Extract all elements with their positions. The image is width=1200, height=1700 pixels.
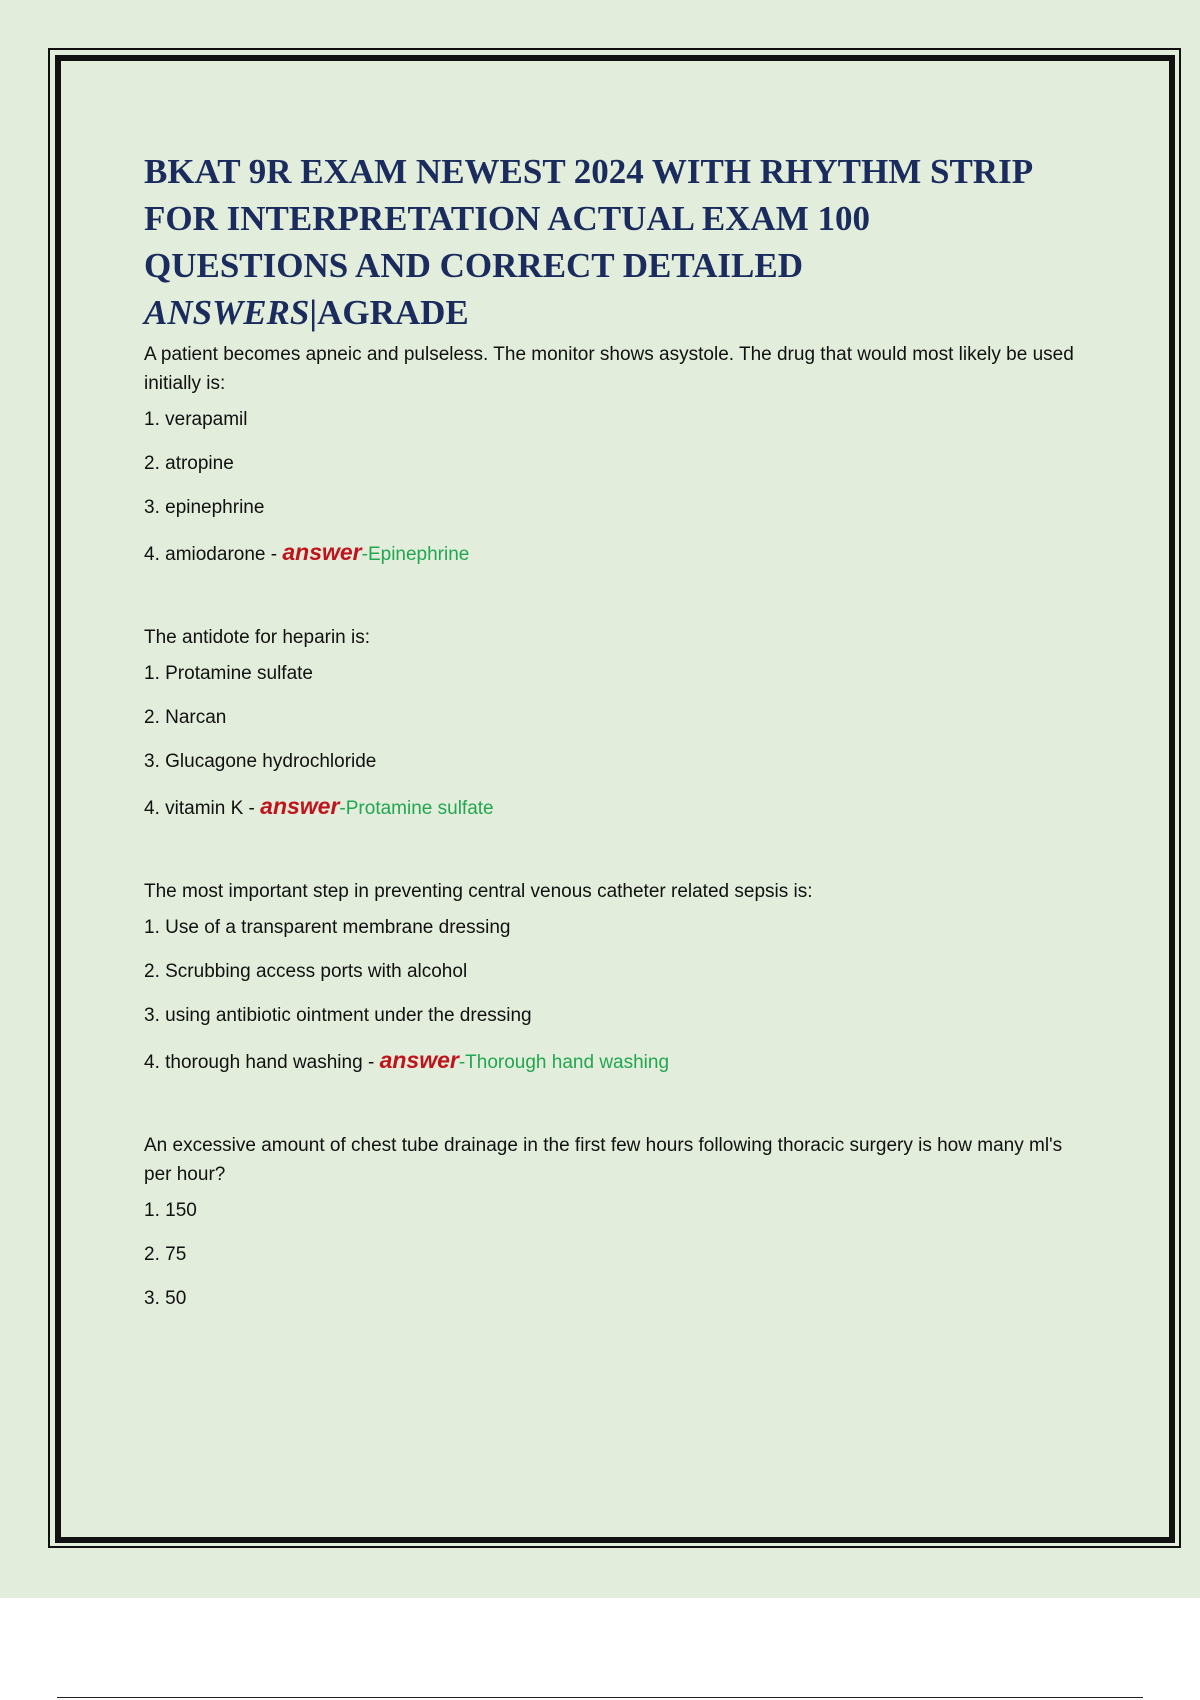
option-item: 1. Use of a transparent membrane dressing bbox=[144, 917, 511, 938]
question-block bbox=[144, 1131, 1089, 1311]
question-block bbox=[144, 340, 1089, 567]
answer-label: answer bbox=[282, 539, 362, 565]
document-title bbox=[144, 148, 1089, 336]
answer-text: -Epinephrine bbox=[361, 544, 470, 565]
title-line-1: BKAT 9R EXAM NEWEST 2024 WITH RHYTHM STRIP bbox=[144, 152, 1034, 191]
title-line-2: FOR INTERPRETATION ACTUAL EXAM 100 bbox=[144, 199, 870, 238]
question-text: The most important step in preventing central venous catheter related sepsis is: bbox=[144, 881, 813, 902]
option-item: 2. atropine bbox=[144, 453, 234, 474]
question-block bbox=[144, 877, 1089, 1075]
answer-text: -Protamine sulfate bbox=[339, 798, 494, 819]
title-line-4-italic: ANSWERS bbox=[144, 293, 310, 332]
option-text: 4. amiodarone - bbox=[144, 544, 283, 565]
answer-label: answer bbox=[260, 793, 340, 819]
option-item-with-answer bbox=[144, 540, 1089, 567]
title-line-3: QUESTIONS AND CORRECT DETAILED bbox=[144, 246, 804, 285]
option-item: 1. 150 bbox=[144, 1200, 197, 1221]
option-item: 3. Glucagone hydrochloride bbox=[144, 751, 377, 772]
option-item-with-answer bbox=[144, 1048, 1089, 1075]
option-item: 2. Scrubbing access ports with alcohol bbox=[144, 961, 468, 982]
option-item: 2. 75 bbox=[144, 1244, 187, 1265]
document-content bbox=[144, 148, 1089, 1331]
option-item: 3. using antibiotic ointment under the dressing bbox=[144, 1005, 532, 1026]
option-text: 4. vitamin K - bbox=[144, 798, 261, 819]
option-text: 4. thorough hand washing - bbox=[144, 1052, 380, 1073]
question-text: An excessive amount of chest tube drainage in the first few hours following thoracic surgery is how many ml's per hour? bbox=[144, 1135, 1063, 1185]
question-text: The antidote for heparin is: bbox=[144, 627, 371, 648]
footer-divider bbox=[57, 1697, 1143, 1698]
answer-text: -Thorough hand washing bbox=[458, 1052, 670, 1073]
option-item: 1. Protamine sulfate bbox=[144, 663, 313, 684]
option-item: 2. Narcan bbox=[144, 707, 227, 728]
option-item: 1. verapamil bbox=[144, 409, 248, 430]
question-block bbox=[144, 623, 1089, 821]
answer-label: answer bbox=[379, 1047, 459, 1073]
option-item-with-answer bbox=[144, 794, 1089, 821]
option-item: 3. 50 bbox=[144, 1288, 187, 1309]
question-text: A patient becomes apneic and pulseless. The monitor shows asystole. The drug that would most likely be used initially is: bbox=[144, 344, 1074, 394]
option-item: 3. epinephrine bbox=[144, 497, 265, 518]
title-line-4-rest: |AGRADE bbox=[309, 293, 469, 332]
